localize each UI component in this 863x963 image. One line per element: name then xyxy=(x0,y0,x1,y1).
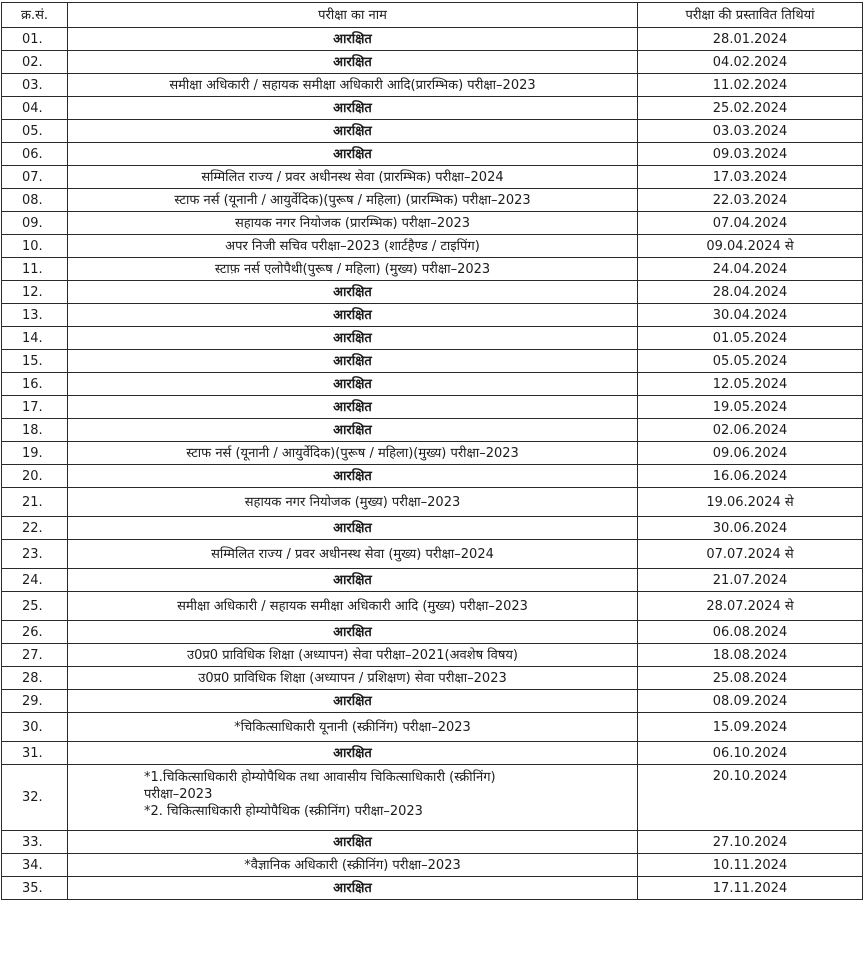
table-row xyxy=(2,621,863,644)
serial-number: 09. xyxy=(2,212,68,235)
table-row xyxy=(2,854,863,877)
table-row xyxy=(2,120,863,143)
exam-name: आरक्षित xyxy=(68,831,638,854)
exam-date: 12.05.2024 xyxy=(638,373,863,396)
exam-date: 28.07.2024 से xyxy=(638,592,863,621)
table-row xyxy=(2,540,863,569)
table-row xyxy=(2,569,863,592)
table-row xyxy=(2,327,863,350)
exam-name: स्टाफ नर्स (यूनानी / आयुर्वेदिक)(पुरूष / महिला) (प्रारम्भिक) परीक्षा–2023 xyxy=(68,189,638,212)
exam-name: आरक्षित xyxy=(68,742,638,765)
exam-date: 17.11.2024 xyxy=(638,877,863,900)
exam-date: 04.02.2024 xyxy=(638,51,863,74)
table-row xyxy=(2,258,863,281)
exam-date: 09.06.2024 xyxy=(638,442,863,465)
serial-number: 32. xyxy=(2,765,68,831)
exam-name: समीक्षा अधिकारी / सहायक समीक्षा अधिकारी आदि (मुख्य) परीक्षा–2023 xyxy=(68,592,638,621)
exam-name: आरक्षित xyxy=(68,690,638,713)
serial-number: 29. xyxy=(2,690,68,713)
serial-number: 01. xyxy=(2,28,68,51)
exam-name: आरक्षित xyxy=(68,465,638,488)
exam-name: आरक्षित xyxy=(68,120,638,143)
serial-number: 19. xyxy=(2,442,68,465)
exam-date: 07.04.2024 xyxy=(638,212,863,235)
table-row xyxy=(2,143,863,166)
table-row xyxy=(2,373,863,396)
serial-number: 22. xyxy=(2,517,68,540)
exam-date: 24.04.2024 xyxy=(638,258,863,281)
header-row xyxy=(2,3,863,28)
exam-name: उ0प्र0 प्राविधिक शिक्षा (अध्यापन) सेवा परीक्षा–2021(अवशेष विषय) xyxy=(68,644,638,667)
exam-name: स्टाफ़ नर्स एलोपैथी(पुरूष / महिला) (मुख्य) परीक्षा–2023 xyxy=(68,258,638,281)
exam-date: 30.06.2024 xyxy=(638,517,863,540)
exam-date: 16.06.2024 xyxy=(638,465,863,488)
exam-date: 19.06.2024 से xyxy=(638,488,863,517)
exam-date: 09.04.2024 से xyxy=(638,235,863,258)
exam-date: 21.07.2024 xyxy=(638,569,863,592)
exam-name: स्टाफ नर्स (यूनानी / आयुर्वेदिक)(पुरूष / महिला)(मुख्य) परीक्षा–2023 xyxy=(68,442,638,465)
table-row xyxy=(2,51,863,74)
table-row xyxy=(2,765,863,831)
table-row xyxy=(2,690,863,713)
exam-date: 25.08.2024 xyxy=(638,667,863,690)
exam-name-line: परीक्षा–2023 xyxy=(144,787,213,802)
serial-header: क्र.सं. xyxy=(2,3,68,28)
serial-number: 12. xyxy=(2,281,68,304)
exam-date: 20.10.2024 xyxy=(638,765,863,831)
exam-name: अपर निजी सचिव परीक्षा–2023 (शार्टहैण्ड / टाइपिंग) xyxy=(68,235,638,258)
serial-number: 20. xyxy=(2,465,68,488)
exam-date: 15.09.2024 xyxy=(638,713,863,742)
table-row xyxy=(2,396,863,419)
table-row xyxy=(2,667,863,690)
table-row xyxy=(2,517,863,540)
exam-name: आरक्षित xyxy=(68,621,638,644)
serial-number: 05. xyxy=(2,120,68,143)
table-row xyxy=(2,465,863,488)
table-row xyxy=(2,350,863,373)
exam-name: आरक्षित xyxy=(68,281,638,304)
exam-name-header: परीक्षा का नाम xyxy=(68,3,638,28)
table-row xyxy=(2,742,863,765)
exam-date: 22.03.2024 xyxy=(638,189,863,212)
table-row xyxy=(2,304,863,327)
serial-number: 17. xyxy=(2,396,68,419)
serial-number: 25. xyxy=(2,592,68,621)
serial-number: 07. xyxy=(2,166,68,189)
exam-name: आरक्षित xyxy=(68,373,638,396)
serial-number: 08. xyxy=(2,189,68,212)
serial-number: 16. xyxy=(2,373,68,396)
exam-date: 09.03.2024 xyxy=(638,143,863,166)
exam-name: *चिकित्साधिकारी यूनानी (स्क्रीनिंग) परीक्षा–2023 xyxy=(68,713,638,742)
serial-number: 06. xyxy=(2,143,68,166)
serial-number: 23. xyxy=(2,540,68,569)
exam-date: 03.03.2024 xyxy=(638,120,863,143)
exam-name: आरक्षित xyxy=(68,51,638,74)
serial-number: 21. xyxy=(2,488,68,517)
table-row xyxy=(2,831,863,854)
serial-number: 28. xyxy=(2,667,68,690)
exam-name: सहायक नगर नियोजक (मुख्य) परीक्षा–2023 xyxy=(68,488,638,517)
table-row xyxy=(2,877,863,900)
exam-name: आरक्षित xyxy=(68,350,638,373)
table-row xyxy=(2,281,863,304)
table-row xyxy=(2,644,863,667)
serial-number: 15. xyxy=(2,350,68,373)
exam-date: 19.05.2024 xyxy=(638,396,863,419)
exam-date: 02.06.2024 xyxy=(638,419,863,442)
exam-name: सम्मिलित राज्य / प्रवर अधीनस्थ सेवा (मुख्य) परीक्षा–2024 xyxy=(68,540,638,569)
exam-name xyxy=(68,765,638,831)
exam-name: सहायक नगर नियोजक (प्रारम्भिक) परीक्षा–2023 xyxy=(68,212,638,235)
serial-number: 02. xyxy=(2,51,68,74)
exam-date: 06.08.2024 xyxy=(638,621,863,644)
table-body xyxy=(2,28,863,900)
exam-name-line: *1.चिकित्साधिकारी होम्योपैथिक तथा आवासीय चिकित्साधिकारी (स्क्रीनिंग) xyxy=(144,770,496,785)
serial-number: 33. xyxy=(2,831,68,854)
serial-number: 18. xyxy=(2,419,68,442)
exam-date: 25.02.2024 xyxy=(638,97,863,120)
table-row xyxy=(2,189,863,212)
serial-number: 03. xyxy=(2,74,68,97)
exam-date: 17.03.2024 xyxy=(638,166,863,189)
exam-date: 27.10.2024 xyxy=(638,831,863,854)
table-row xyxy=(2,419,863,442)
table-row xyxy=(2,28,863,51)
exam-name: *वैज्ञानिक अधिकारी (स्क्रीनिंग) परीक्षा–2023 xyxy=(68,854,638,877)
exam-name: आरक्षित xyxy=(68,517,638,540)
exam-name: आरक्षित xyxy=(68,877,638,900)
exam-name: समीक्षा अधिकारी / सहायक समीक्षा अधिकारी आदि(प्रारम्भिक) परीक्षा–2023 xyxy=(68,74,638,97)
table-row xyxy=(2,592,863,621)
table-row xyxy=(2,488,863,517)
exam-name: आरक्षित xyxy=(68,569,638,592)
serial-number: 11. xyxy=(2,258,68,281)
serial-number: 31. xyxy=(2,742,68,765)
exam-date: 11.02.2024 xyxy=(638,74,863,97)
exam-name: आरक्षित xyxy=(68,419,638,442)
exam-name: आरक्षित xyxy=(68,28,638,51)
serial-number: 04. xyxy=(2,97,68,120)
table-row xyxy=(2,97,863,120)
exam-name: आरक्षित xyxy=(68,304,638,327)
exam-date: 07.07.2024 से xyxy=(638,540,863,569)
table-row xyxy=(2,442,863,465)
exam-date: 30.04.2024 xyxy=(638,304,863,327)
table-row xyxy=(2,235,863,258)
serial-number: 27. xyxy=(2,644,68,667)
exam-name: आरक्षित xyxy=(68,143,638,166)
exam-name: आरक्षित xyxy=(68,97,638,120)
exam-name: उ0प्र0 प्राविधिक शिक्षा (अध्यापन / प्रशिक्षण) सेवा परीक्षा–2023 xyxy=(68,667,638,690)
serial-number: 10. xyxy=(2,235,68,258)
serial-number: 35. xyxy=(2,877,68,900)
exam-date: 01.05.2024 xyxy=(638,327,863,350)
exam-name: आरक्षित xyxy=(68,396,638,419)
exam-schedule-table xyxy=(1,2,863,900)
exam-date: 08.09.2024 xyxy=(638,690,863,713)
serial-number: 13. xyxy=(2,304,68,327)
proposed-date-header: परीक्षा की प्रस्तावित तिथियां xyxy=(638,3,863,28)
serial-number: 34. xyxy=(2,854,68,877)
exam-date: 06.10.2024 xyxy=(638,742,863,765)
exam-date: 28.01.2024 xyxy=(638,28,863,51)
table-row xyxy=(2,713,863,742)
serial-number: 24. xyxy=(2,569,68,592)
exam-date: 05.05.2024 xyxy=(638,350,863,373)
serial-number: 14. xyxy=(2,327,68,350)
table-row xyxy=(2,166,863,189)
table-row xyxy=(2,212,863,235)
serial-number: 30. xyxy=(2,713,68,742)
exam-name: आरक्षित xyxy=(68,327,638,350)
exam-name: सम्मिलित राज्य / प्रवर अधीनस्थ सेवा (प्रारम्भिक) परीक्षा–2024 xyxy=(68,166,638,189)
serial-number: 26. xyxy=(2,621,68,644)
exam-date: 28.04.2024 xyxy=(638,281,863,304)
exam-date: 10.11.2024 xyxy=(638,854,863,877)
exam-date: 18.08.2024 xyxy=(638,644,863,667)
table-row xyxy=(2,74,863,97)
exam-name-line: *2. चिकित्साधिकारी होम्योपैथिक (स्क्रीनिंग) परीक्षा–2023 xyxy=(144,804,423,819)
